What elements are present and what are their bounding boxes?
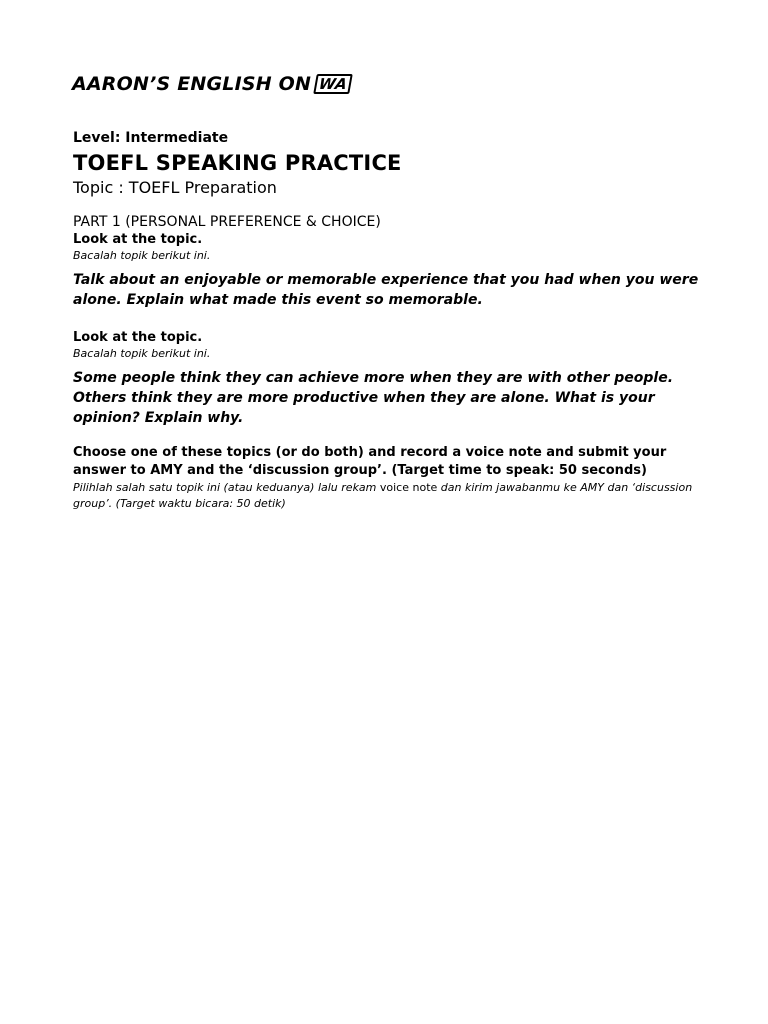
wa-logo: WA xyxy=(313,74,353,94)
brand-header xyxy=(72,72,351,96)
part-heading: PART 1 (PERSONAL PREFERENCE & CHOICE) xyxy=(73,214,381,230)
speaking-prompt: Some people think they can achieve more when they are with other people. Others think they are more productive when they are alone. What is your opinion? Explain why. xyxy=(73,370,674,426)
instruction-text: Look at the topic. xyxy=(73,232,203,247)
page-title: TOEFL SPEAKING PRACTICE xyxy=(73,151,402,175)
closing-translation-part2: dan kirim jawabanmu ke AMY dan ‘discussion group’. (Target waktu bicara: 50 detik) xyxy=(73,481,693,510)
instruction-text: Look at the topic. xyxy=(73,330,203,345)
instruction-translation: Bacalah topik berikut ini. xyxy=(73,347,211,360)
brand-title: AARON’S ENGLISH ON xyxy=(72,73,312,95)
closing-translation-term: voice note xyxy=(379,481,438,494)
speaking-prompt: Talk about an enjoyable or memorable experience that you had when you were alone. Explain what made this event so memorable. xyxy=(73,272,699,308)
instruction-translation: Bacalah topik berikut ini. xyxy=(73,249,211,262)
closing-instruction: Choose one of these topics (or do both) and record a voice note and submit your answer to AMY and the ‘discussion group’. (Target time to speak: 50 seconds) xyxy=(73,445,667,478)
topic-section-1 xyxy=(73,231,703,310)
level-label: Level: Intermediate xyxy=(73,130,229,146)
closing-translation xyxy=(73,480,703,512)
document-body xyxy=(73,129,703,512)
topic-label: Topic : TOEFL Preparation xyxy=(73,178,277,197)
closing-translation-part1: Pilihlah salah satu topik ini (atau keduanya) lalu rekam xyxy=(73,481,380,494)
topic-section-2 xyxy=(73,329,703,428)
